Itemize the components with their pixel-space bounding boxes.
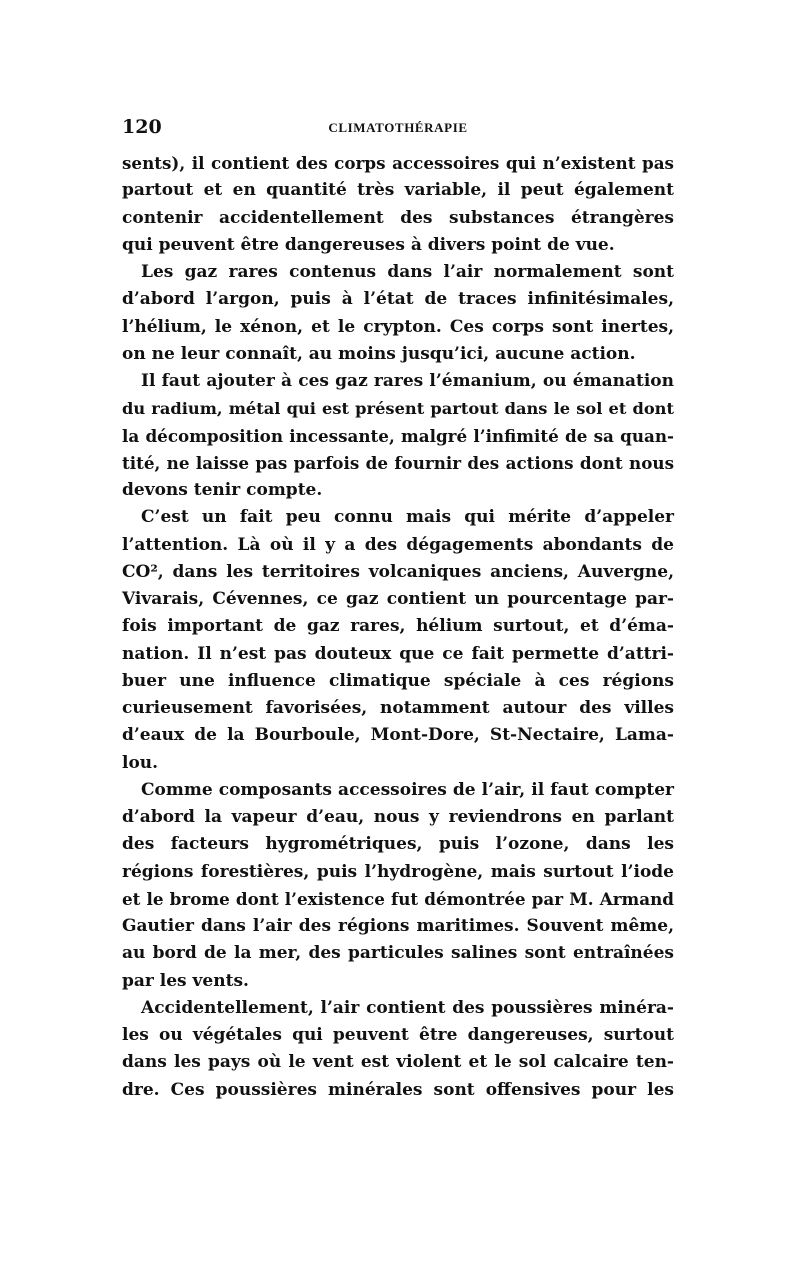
text-line: curieusement favorisées, notamment autour des villes <box>122 698 674 718</box>
text-line: devons tenir compte. <box>122 480 323 500</box>
text-line: buer une influence climatique spéciale à ces régions <box>122 670 674 691</box>
text-line: d’abord l’argon, puis à l’état de traces infinitésimales, <box>122 289 674 310</box>
paragraph <box>122 995 674 1104</box>
running-head <box>122 113 674 141</box>
text-line: et le brome dont l’existence fut démontrée par M. Armand <box>122 888 674 909</box>
text-line: Il faut ajouter à ces gaz rares l’émanium, ou émanation <box>141 371 674 391</box>
text-line: dre. Ces poussières minérales sont offensives pour les <box>122 1079 674 1100</box>
text-line: les ou végétales qui peuvent être dangereuses, surtout <box>122 1025 674 1045</box>
paragraph <box>122 504 674 777</box>
body-text <box>122 150 674 1104</box>
page-number: 120 <box>122 116 162 138</box>
text-line: tité, ne laisse pas parfois de fournir des actions dont nous <box>122 452 674 473</box>
text-line: Gautier dans l’air des régions maritimes. Souvent même, <box>122 916 674 936</box>
text-line: C’est un fait peu connu mais qui mérite d’appeler <box>141 507 674 528</box>
text-line: contenir accidentellement des substances étrangères <box>122 207 674 228</box>
text-line: on ne leur connaît, au moins jusqu’ici, aucune action. <box>122 343 636 364</box>
text-line: des facteurs hygrométriques, puis l’ozone, dans les <box>122 834 674 855</box>
text-line: au bord de la mer, des particules salines sont entraînées <box>122 943 674 964</box>
text-line: qui peuvent être dangereuses à divers point de vue. <box>122 234 615 255</box>
text-line: partout et en quantité très variable, il peut également <box>122 180 674 201</box>
paragraph <box>122 150 674 259</box>
text-line: régions forestières, puis l’hydrogène, mais surtout l’iode <box>122 861 674 882</box>
text-line: fois important de gaz rares, hélium surtout, et d’éma- <box>122 616 674 637</box>
text-line: lou. <box>122 752 159 773</box>
book-page <box>122 0 674 1262</box>
text-line: Accidentellement, l’air contient des poussières minéra- <box>141 997 674 1018</box>
text-line: l’hélium, le xénon, et le crypton. Ces corps sont inertes, <box>122 316 674 337</box>
text-line: la décomposition incessante, malgré l’infimité de sa quan- <box>122 425 674 446</box>
text-line: sents), il contient des corps accessoires qui n’existent pas <box>122 153 674 173</box>
text-line: Vivarais, Cévennes, ce gaz contient un pourcentage par- <box>122 589 674 609</box>
text-line: nation. Il n’est pas douteux que ce fait permette d’attri- <box>122 643 674 664</box>
text-line: l’attention. Là où il y a des dégagements abondants de <box>122 534 674 555</box>
text-line: CO², dans les territoires volcaniques anciens, Auvergne, <box>122 561 674 582</box>
text-line: d’abord la vapeur d’eau, nous y reviendrons en parlant <box>122 807 674 827</box>
paragraph <box>122 777 674 995</box>
text-line: Comme composants accessoires de l’air, il faut compter <box>141 779 674 800</box>
text-line: par les vents. <box>122 970 249 991</box>
text-line: d’eaux de la Bourboule, Mont-Dore, St-Nectaire, Lama- <box>122 725 674 746</box>
text-line: dans les pays où le vent est violent et le sol calcaire ten- <box>122 1052 674 1073</box>
running-title: CLIMATOTHÉRAPIE <box>328 120 468 135</box>
paragraph <box>122 368 674 504</box>
text-line: Les gaz rares contenus dans l’air normalement sont <box>141 262 674 282</box>
paragraph <box>122 259 674 368</box>
text-line: du radium, métal qui est présent partout dans le sol et dont <box>122 399 674 419</box>
